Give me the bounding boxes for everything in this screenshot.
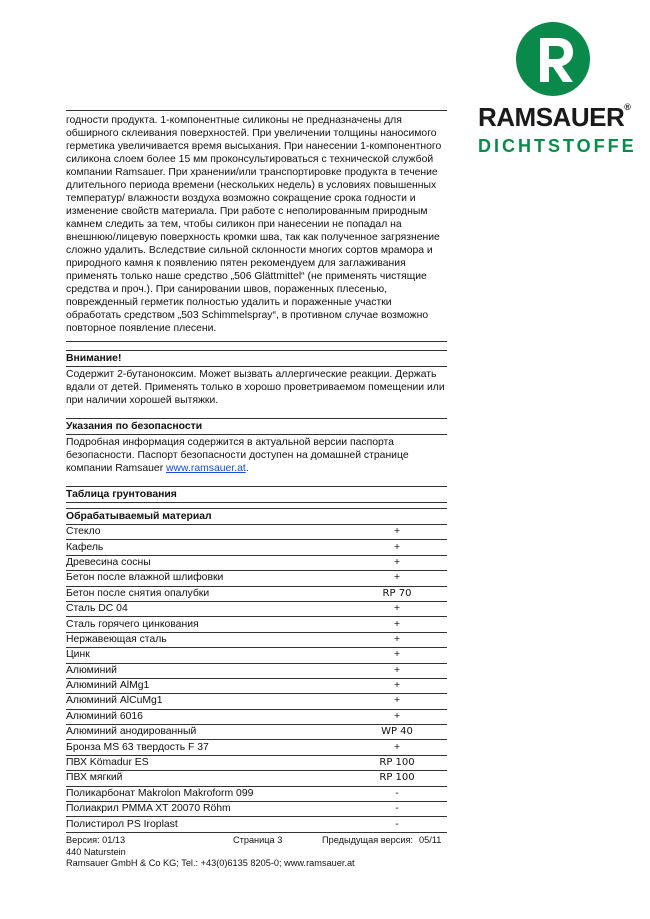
material-cell: Бронза MS 63 твердость F 37 <box>66 740 347 755</box>
material-cell: Полистирол PS Iroplast <box>66 817 347 832</box>
material-cell: Нержавеющая сталь <box>66 632 347 647</box>
table-row <box>66 755 447 770</box>
material-cell: ПВХ Kömadur ES <box>66 755 347 770</box>
primer-value-cell: + <box>347 555 447 570</box>
table-row <box>66 555 447 570</box>
table-row <box>66 540 447 555</box>
primer-value-cell: + <box>347 525 447 540</box>
registered-mark: ® <box>624 102 631 113</box>
intro-paragraph: годности продукта. 1-компонентные силиконы не предназначены для обширного склеивания поверхностей. При увеличении толщины наносимого герметика увеличивается время высыхания. При нанесении 1-компонентного силикона слоем более 15 мм проконсультироваться с технической службой компании Ramsauer. При хранении/или транспортировке продукта в течение длительного периода времени (нескольких недель) в условиях повышенных температур/ влажности воздуха возможно сокращение срока годности и изменение свойств материала. При работе с неполированным природным камнем следить за тем, чтобы силикон при нанесении не попадал на внешнюю/лицевую поверхность кромки шва, так как полученное загрязнение сложно удалить. Вследствие сильной склонности многих сортов мрамора и природного камня к появлению пятен рекомендуем для заглаживания применять только наше средство „506 Glättmittel“ (не применять чистящие средства и проч.). При санировании швов, пораженных плесенью, поврежденный герметик полностью удалить и пораженные участки обработать средством „503 Schimmelspray“, в противном случае возможно повторное появление плесени. <box>66 115 442 334</box>
material-cell: Древесина сосны <box>66 555 347 570</box>
material-cell: Бетон после снятия опалубки <box>66 586 347 601</box>
warning-text: Содержит 2-бутаноноксим. Может вызвать аллергические реакции. Держать вдали от детей. Применять только в хорошо проветриваемом помещении или при наличии хорошей вытяжки. <box>66 369 445 406</box>
table-row <box>66 740 447 755</box>
primer-value-cell: WP 40 <box>347 725 447 740</box>
company-logo <box>478 16 637 166</box>
ramsauer-website-link[interactable]: www.ramsauer.at <box>166 463 246 474</box>
table-row <box>66 663 447 678</box>
footer-prev-version: 05/11 <box>419 835 442 845</box>
primer-value-cell: + <box>347 571 447 586</box>
primer-table-title: Таблица грунтования <box>66 486 447 503</box>
material-cell: Бетон после влажной шлифовки <box>66 571 347 586</box>
table-row <box>66 648 447 663</box>
footer-prev-version-label: Предыдущая версия: <box>322 835 413 845</box>
page-footer <box>66 835 466 870</box>
table-row <box>66 709 447 724</box>
primer-value-cell: - <box>347 817 447 832</box>
table-row <box>66 632 447 647</box>
primer-value-cell: - <box>347 786 447 801</box>
primer-value-cell: RP 70 <box>347 586 447 601</box>
material-cell: Сталь горячего цинкования <box>66 617 347 632</box>
material-cell: Стекло <box>66 525 347 540</box>
material-cell: Кафель <box>66 540 347 555</box>
material-cell: Поликарбонат Makrolon Makroform 099 <box>66 786 347 801</box>
table-row <box>66 817 447 832</box>
warning-title: Внимание! <box>66 350 447 367</box>
warning-section <box>66 350 447 412</box>
primer-value-cell: + <box>347 601 447 616</box>
table-row <box>66 725 447 740</box>
primer-value-cell: + <box>347 632 447 647</box>
material-cell: Цинк <box>66 648 347 663</box>
footer-page-number: Страница 3 <box>233 835 283 845</box>
brand-subtitle: DICHTSTOFFE <box>478 136 637 156</box>
table-row <box>66 571 447 586</box>
footer-product: 440 Naturstein <box>66 846 126 857</box>
material-cell: ПВХ мягкий <box>66 771 347 786</box>
table-row <box>66 525 447 540</box>
safety-title: Указания по безопасности <box>66 418 447 435</box>
table-row <box>66 694 447 709</box>
primer-value-cell: + <box>347 678 447 693</box>
material-cell: Алюминий 6016 <box>66 709 347 724</box>
primer-table-subtitle: Обрабатываемый материал <box>66 508 447 525</box>
primer-value-cell: + <box>347 648 447 663</box>
material-cell: Алюминий AlCuMg1 <box>66 694 347 709</box>
primer-value-cell: + <box>347 740 447 755</box>
primer-value-cell: RP 100 <box>347 755 447 770</box>
safety-section <box>66 418 447 480</box>
table-row <box>66 617 447 632</box>
ramsauer-logo-mark <box>516 22 590 96</box>
material-cell: Алюминий AlMg1 <box>66 678 347 693</box>
primer-value-cell: + <box>347 540 447 555</box>
material-cell: Сталь DC 04 <box>66 601 347 616</box>
material-cell: Алюминий анодированный <box>66 725 347 740</box>
footer-company: Ramsauer GmbH & Co KG; Tel.: +43(0)6135 8205-0; www.ramsauer.at <box>66 858 355 868</box>
table-row <box>66 786 447 801</box>
brand-name: RAMSAUER® <box>478 102 631 132</box>
table-row <box>66 678 447 693</box>
footer-version: Версия: 01/13 <box>66 835 126 845</box>
primer-table <box>66 525 447 833</box>
primer-value-cell: + <box>347 694 447 709</box>
primer-value-cell: + <box>347 709 447 724</box>
table-row <box>66 586 447 601</box>
primer-table-section <box>66 486 447 833</box>
table-row <box>66 601 447 616</box>
material-cell: Алюминий <box>66 663 347 678</box>
table-row <box>66 771 447 786</box>
primer-value-cell: + <box>347 617 447 632</box>
intro-section <box>66 110 447 342</box>
primer-value-cell: + <box>347 663 447 678</box>
primer-value-cell: - <box>347 802 447 817</box>
document-content <box>66 110 447 833</box>
safety-text: Подробная информация содержится в актуальной версии паспорта безопасности. Паспорт безопасности доступен на домашней странице компании Ramsauer www.ramsauer.at. <box>66 437 409 474</box>
table-row <box>66 802 447 817</box>
primer-value-cell: RP 100 <box>347 771 447 786</box>
material-cell: Полиакрил PMMA XT 20070 Röhm <box>66 802 347 817</box>
